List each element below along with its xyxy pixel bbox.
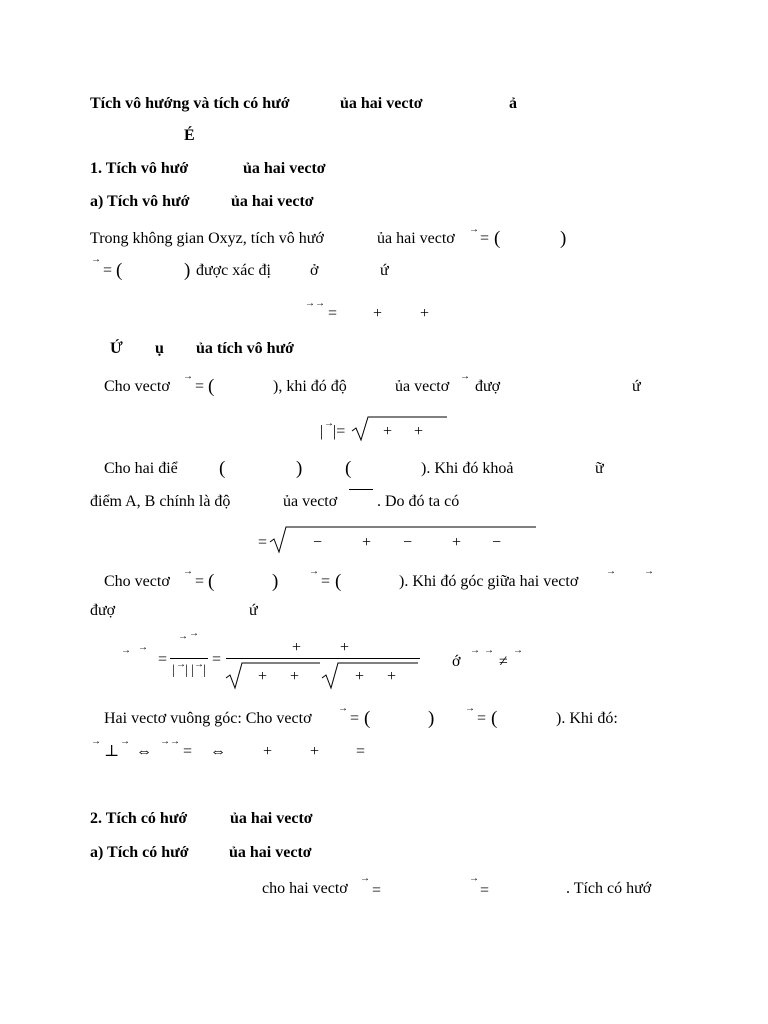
vector-arrow-icon: →	[178, 631, 188, 642]
equals-sign: =	[321, 573, 331, 590]
plus-sign: +	[310, 743, 320, 760]
application-heading: ụ	[155, 340, 164, 357]
vector-arrow-icon: →	[189, 628, 199, 639]
paragraph-text: ủa vectơ	[395, 378, 450, 395]
vector-arrow-icon: →	[469, 224, 479, 235]
vector-arrow-icon: →	[183, 566, 193, 577]
abs-bar: |	[185, 663, 188, 678]
right-paren: )	[272, 571, 279, 592]
equals-sign: =	[258, 534, 268, 551]
section-1-heading: 1. Tích vô hướ	[90, 160, 189, 177]
vector-arrow-icon: →	[194, 659, 204, 670]
plus-sign: +	[414, 423, 424, 440]
paragraph-text: được xác đị	[196, 262, 271, 279]
left-paren: (	[208, 571, 215, 592]
equals-sign: =	[195, 573, 205, 590]
left-paren: (	[364, 708, 371, 729]
vector-arrow-icon: →	[465, 703, 475, 714]
paragraph-text: đượ	[90, 602, 116, 619]
plus-sign: +	[420, 305, 430, 322]
section-1-heading-part: ủa hai vectơ	[243, 160, 326, 177]
vector-arrow-icon: →	[170, 736, 180, 747]
vector-arrow-icon: →	[305, 298, 315, 309]
vector-arrow-icon: →	[176, 659, 186, 670]
paragraph-text: cho hai vectơ	[262, 880, 348, 897]
plus-sign: +	[292, 639, 302, 656]
paragraph-text: ), khi đó độ	[273, 378, 347, 395]
paragraph-text: . Do đó ta có	[377, 493, 460, 510]
plus-sign: +	[263, 743, 273, 760]
equals-sign: =	[328, 305, 338, 322]
vector-arrow-icon: →	[183, 371, 193, 382]
plus-sign: +	[290, 668, 300, 685]
right-paren: )	[428, 708, 435, 729]
vector-arrow-icon: →	[469, 873, 479, 884]
vector-arrow-icon: →	[606, 566, 616, 577]
paragraph-text: ứ	[632, 378, 641, 395]
right-paren: )	[184, 260, 191, 281]
vector-arrow-icon: →	[160, 736, 170, 747]
left-paren: (	[219, 458, 226, 479]
equals-sign: =	[480, 882, 490, 899]
vector-arrow-icon: →	[121, 645, 131, 656]
plus-sign: +	[362, 534, 372, 551]
plus-sign: +	[258, 668, 268, 685]
equals-sign: =	[158, 651, 168, 668]
section-2a-heading-part: ủa hai vectơ	[229, 844, 312, 861]
plus-sign: +	[383, 423, 393, 440]
abs-bar: |	[203, 663, 206, 678]
not-equal-sign: ≠	[499, 653, 508, 670]
minus-sign: −	[492, 534, 502, 551]
abs-bar: |	[320, 423, 324, 440]
paragraph-text: ủa vectơ	[283, 493, 338, 510]
paragraph-text: Trong không gian Oxyz, tích vô hướ	[90, 230, 324, 247]
doc-title-part: ả	[509, 95, 517, 112]
vector-arrow-icon: →	[120, 736, 130, 747]
section-2a-heading: a) Tích có hướ	[90, 844, 189, 861]
application-heading: ủa tích vô hướ	[196, 340, 295, 357]
section-2-heading-part: ủa hai vectơ	[230, 810, 313, 827]
equals-sign: =	[103, 262, 113, 279]
paragraph-text: ở	[310, 262, 319, 279]
vector-arrow-icon: →	[91, 254, 101, 265]
vector-overline	[349, 489, 373, 490]
paragraph-text: ữ	[595, 460, 604, 477]
iff-sign: ⇔	[136, 743, 152, 760]
vector-arrow-icon: →	[513, 645, 523, 656]
paragraph-text: đượ	[475, 378, 501, 395]
paragraph-text: ớ	[452, 653, 461, 670]
fraction-bar	[226, 658, 420, 659]
paragraph-text: Cho hai điể	[104, 460, 178, 477]
left-paren: (	[335, 571, 342, 592]
sqrt-icon	[352, 414, 448, 442]
equals-sign: =	[356, 743, 366, 760]
left-paren: (	[116, 260, 123, 281]
vector-arrow-icon: →	[360, 873, 370, 884]
doc-title-part: ủa hai vectơ	[340, 95, 423, 112]
paragraph-text: Cho vectơ	[104, 378, 170, 395]
doc-subtitle: É	[184, 127, 195, 144]
plus-sign: +	[355, 668, 365, 685]
equals-sign: =	[350, 710, 360, 727]
vector-arrow-icon: →	[484, 645, 494, 656]
doc-title: Tích vô hướng và tích có hướ	[90, 95, 290, 112]
vector-arrow-icon: →	[324, 418, 334, 429]
vector-arrow-icon: →	[460, 371, 470, 382]
sqrt-icon	[226, 660, 322, 690]
right-paren: )	[296, 458, 303, 479]
left-paren: (	[491, 708, 498, 729]
plus-sign: +	[373, 305, 383, 322]
vector-arrow-icon: →	[470, 645, 480, 656]
left-paren: (	[494, 228, 501, 249]
vector-arrow-icon: →	[138, 642, 148, 653]
paragraph-text: ứ	[380, 262, 389, 279]
equals-sign: =	[480, 230, 490, 247]
paragraph-text: ). Khi đó góc giữa hai vectơ	[399, 573, 579, 590]
section-1a-heading: a) Tích vô hướ	[90, 193, 190, 210]
equals-sign: =	[372, 882, 382, 899]
paragraph-text: ). Khi đó khoả	[421, 460, 514, 477]
abs-bar: |	[191, 663, 194, 678]
section-2-heading: 2. Tích có hướ	[90, 810, 188, 827]
paragraph-text: Cho vectơ	[104, 573, 170, 590]
minus-sign: −	[313, 534, 323, 551]
perpendicular-sign: ⊥	[104, 743, 120, 760]
plus-sign: +	[340, 639, 350, 656]
equals-sign: =	[183, 743, 193, 760]
vector-arrow-icon: →	[309, 566, 319, 577]
abs-bar-equals: |=	[333, 423, 346, 440]
vector-arrow-icon: →	[315, 298, 325, 309]
equals-sign: =	[477, 710, 487, 727]
right-paren: )	[560, 228, 567, 249]
vector-arrow-icon: →	[644, 566, 654, 577]
equals-sign: =	[212, 651, 222, 668]
vector-arrow-icon: →	[338, 703, 348, 714]
left-paren: (	[208, 376, 215, 397]
plus-sign: +	[452, 534, 462, 551]
paragraph-text: Hai vectơ vuông góc: Cho vectơ	[104, 710, 312, 727]
minus-sign: −	[403, 534, 413, 551]
vector-arrow-icon: →	[91, 736, 101, 747]
section-1a-heading-part: ủa hai vectơ	[231, 193, 314, 210]
left-paren: (	[345, 458, 352, 479]
sqrt-icon	[322, 660, 420, 690]
paragraph-text: ủa hai vectơ	[377, 230, 455, 247]
application-heading: Ứ	[110, 340, 123, 357]
paragraph-text: ). Khi đó:	[556, 710, 618, 727]
plus-sign: +	[387, 668, 397, 685]
abs-bar: |	[172, 663, 175, 678]
paragraph-text: . Tích có hướ	[566, 880, 652, 897]
iff-sign: ⇔	[210, 743, 226, 760]
paragraph-text: ứ	[249, 602, 258, 619]
paragraph-text: điểm A, B chính là độ	[90, 493, 231, 510]
equals-sign: =	[195, 378, 205, 395]
